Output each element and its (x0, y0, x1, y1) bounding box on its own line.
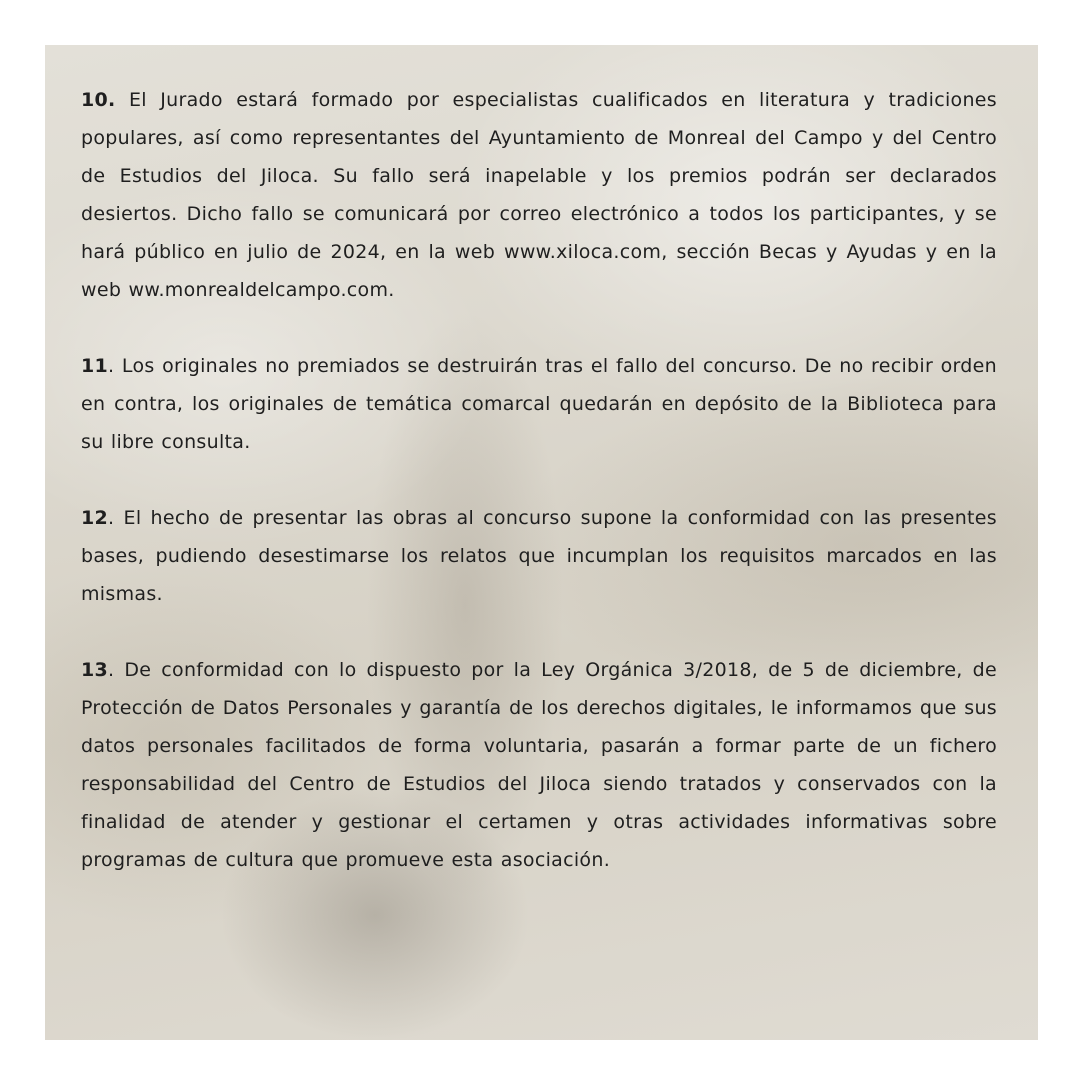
paragraph-text: El Jurado estará formado por especialistas cualificados en literatura y tradiciones populares, así como representantes del Ayuntamiento de Monreal del Campo y del Centro de Estudios del Jiloca. Su fallo será inapelable y los premios podrán ser declarados desiertos. Dicho fallo se comunicará por correo electrónico a todos los participantes, y se hará público en julio de 2024, en la web www.xiloca.com, sección Becas y Ayudas y en la web ww.monrealdelcampo.com. (81, 89, 997, 301)
paragraph-text: . De conformidad con lo dispuesto por la Ley Orgánica 3/2018, de 5 de diciembre, de Protección de Datos Personales y garantía de los derechos digitales, le informamos que sus datos personales facilitados de forma voluntaria, pasarán a formar parte de un fichero responsabilidad del Centro de Estudios del Jiloca siendo tratados y conservados con la finalidad de atender y gestionar el certamen y otras actividades informativas sobre programas de cultura que promueve esta asociación. (81, 659, 997, 871)
paragraph-13 (81, 651, 997, 879)
paragraph-number: 13 (81, 659, 109, 681)
paragraph-number: 12 (81, 507, 109, 529)
paragraph-number: 11 (81, 355, 109, 377)
paragraph-11 (81, 347, 997, 461)
paragraph-text: . El hecho de presentar las obras al concurso supone la conformidad con las presentes bases, pudiendo desestimarse los relatos que incumplan los requisitos marcados en las mismas. (81, 507, 997, 605)
paragraph-10 (81, 81, 997, 309)
rules-text-block (81, 81, 997, 917)
background-panel (45, 45, 1038, 1040)
paragraph-text: . Los originales no premiados se destruirán tras el fallo del concurso. De no recibir orden en contra, los originales de temática comarcal quedarán en depósito de la Biblioteca para su libre consulta. (81, 355, 997, 453)
paragraph-number: 10. (81, 89, 116, 111)
paragraph-12 (81, 499, 997, 613)
